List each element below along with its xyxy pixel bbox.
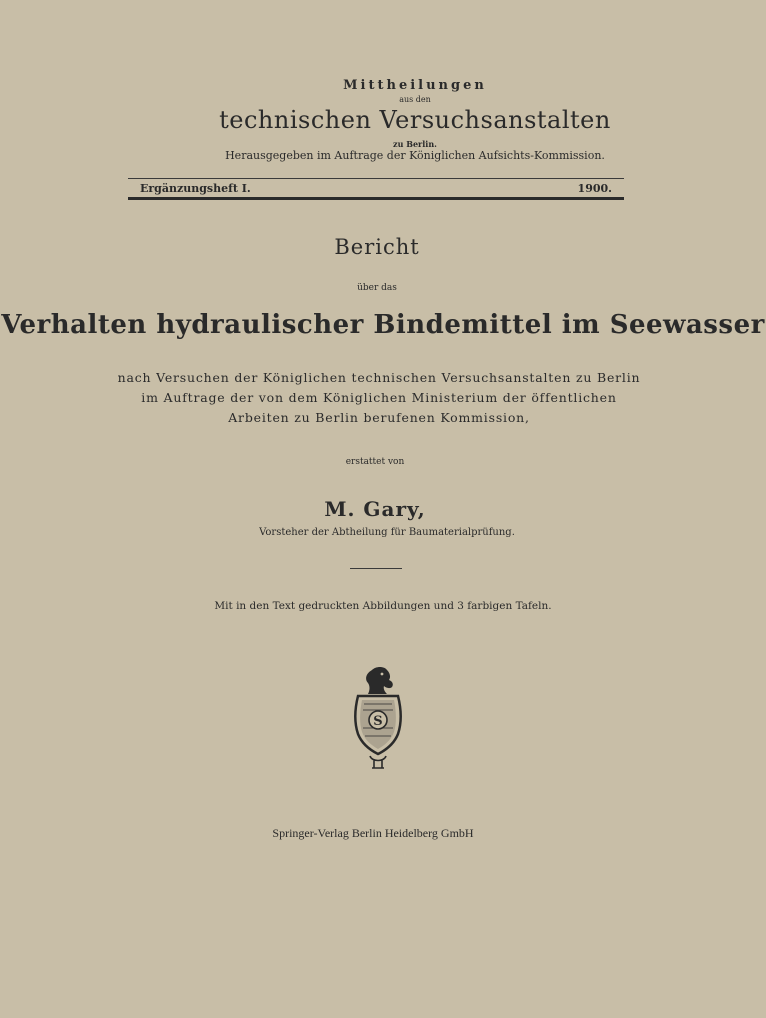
series-mitteilungen: Mittheilungen [343, 78, 487, 93]
series-aus-den: aus den [399, 95, 431, 104]
svg-text:S: S [373, 714, 383, 729]
series-title: technischen Versuchsanstalten [219, 106, 611, 134]
divider [350, 568, 402, 569]
main-title: Verhalten hydraulischer Bindemittel im Seewasser [1, 310, 765, 340]
subtitle-line-1: nach Versuchen der Königlichen technischen Versuchsanstalten zu Berlin [117, 370, 641, 385]
year-label: 1900. [577, 182, 612, 195]
author-name: M. Gary, [324, 497, 426, 521]
series-location: zu Berlin. [393, 139, 437, 149]
subtitle-line-3: Arbeiten zu Berlin berufenen Kommission, [228, 410, 530, 425]
springer-knight-icon [346, 664, 410, 770]
author-role: Vorsteher der Abtheilung für Baumaterialprüfung. [259, 527, 515, 538]
erstattet-von: erstattet von [345, 457, 405, 467]
supplement-label: Ergänzungsheft I. [140, 182, 251, 195]
subtitle-line-2: im Auftrage der von dem Königlichen Ministerium der öffentlichen [141, 390, 617, 405]
report-label: Bericht [334, 235, 420, 259]
report-ueber-das: über das [357, 283, 397, 293]
header-rule-top [128, 178, 624, 179]
header-rule-bottom [128, 197, 624, 200]
publisher-name: Springer-Verlag Berlin Heidelberg GmbH [272, 826, 474, 840]
illustrations-note: Mit in den Text gedruckten Abbildungen und 3 farbigen Tafeln. [214, 600, 552, 612]
series-editor-line: Herausgegeben im Auftrage der Königlichen Aufsichts-Kommission. [225, 149, 605, 162]
